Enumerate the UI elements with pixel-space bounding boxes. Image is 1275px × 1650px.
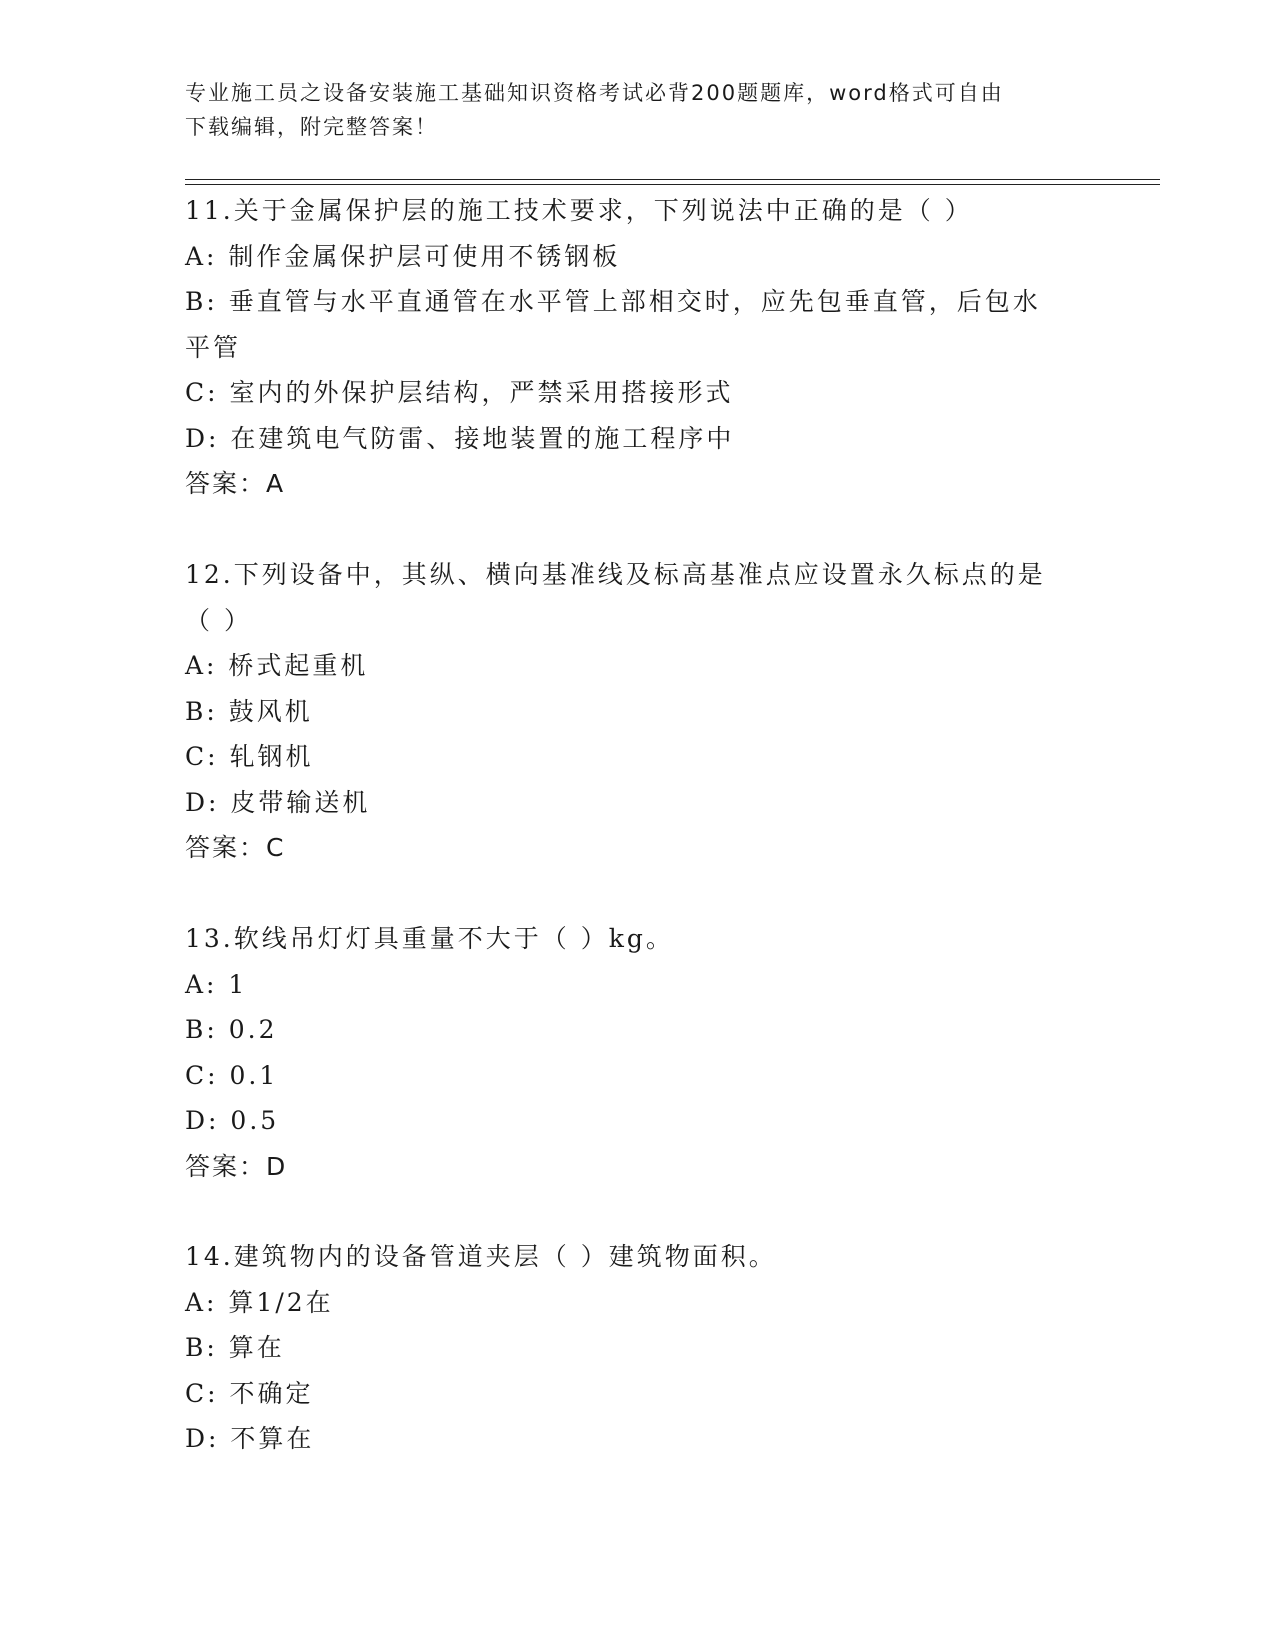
question-13 <box>185 916 1085 1189</box>
option-b: B: 0.2 <box>185 1015 278 1044</box>
document-header <box>185 76 1065 144</box>
option-b: B: 垂直管与水平直通管在水平管上部相交时，应先包垂直管，后包水 <box>185 287 1041 316</box>
option-a: A: 桥式起重机 <box>185 651 369 680</box>
option-b: B: 鼓风机 <box>185 696 313 726</box>
option-d: D: 0.5 <box>185 1106 280 1135</box>
header-title-line-2: 下载编辑，附完整答案！ <box>185 115 438 139</box>
question-14 <box>185 1234 1085 1462</box>
option-a: A: 制作金属保护层可使用不锈钢板 <box>185 241 621 271</box>
question-stem-continued: （ ） <box>185 605 252 635</box>
option-a: A: 算1/2在 <box>185 1287 334 1317</box>
option-c: C: 轧钢机 <box>185 742 314 771</box>
option-d: D: 不算在 <box>185 1424 315 1453</box>
answer-key: 答案：C <box>185 833 286 862</box>
option-c: C: 0.1 <box>185 1060 279 1090</box>
answer-key: 答案：D <box>185 1151 288 1181</box>
option-c: C: 不确定 <box>185 1378 314 1408</box>
question-11 <box>185 188 1085 507</box>
answer-key: 答案：A <box>185 469 286 498</box>
question-stem: 12.下列设备中，其纵、横向基准线及标高基准点应设置永久标点的是 <box>185 560 1046 589</box>
header-title-line-1: 专业施工员之设备安装施工基础知识资格考试必背200题题库，word格式可自由 <box>185 81 1004 105</box>
option-c: C: 室内的外保护层结构，严禁采用搭接形式 <box>185 378 734 407</box>
header-divider <box>185 179 1160 185</box>
option-b-continued: 平管 <box>185 332 242 362</box>
option-a: A: 1 <box>185 969 248 999</box>
question-12 <box>185 552 1085 871</box>
option-d: D: 在建筑电气防雷、接地装置的施工程序中 <box>185 423 735 453</box>
option-b: B: 算在 <box>185 1333 285 1362</box>
question-stem: 13.软线吊灯灯具重量不大于（ ）kg。 <box>185 924 674 953</box>
question-stem: 14.建筑物内的设备管道夹层（ ）建筑物面积。 <box>185 1242 777 1271</box>
question-stem: 11.关于金属保护层的施工技术要求，下列说法中正确的是（ ） <box>185 196 973 225</box>
option-d: D: 皮带输送机 <box>185 787 371 817</box>
